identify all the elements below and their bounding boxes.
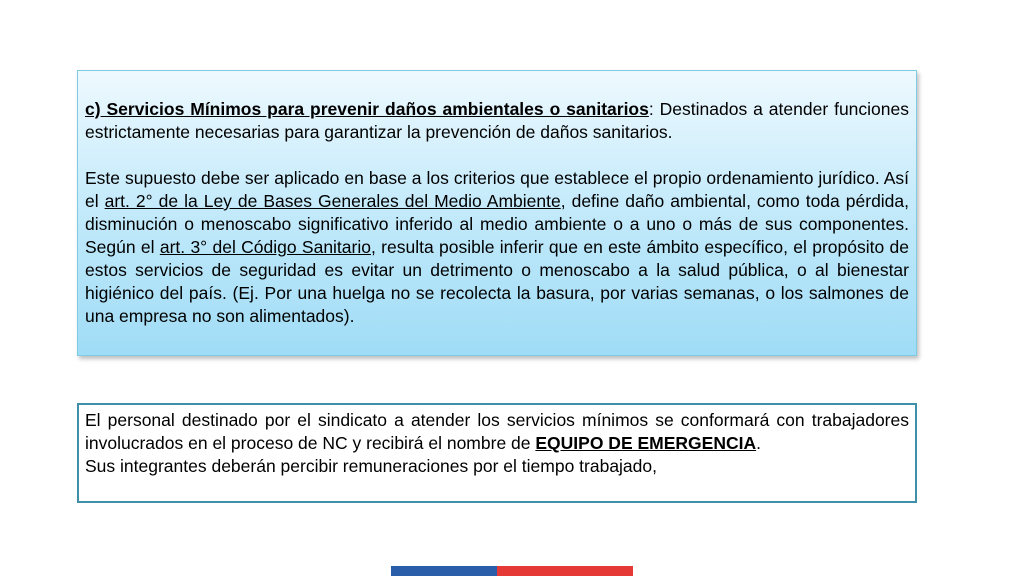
environment-law-reference: art. 2° de la Ley de Bases Generales del Medio Ambiente (104, 191, 561, 211)
section-c-description: Destinados a atender funciones estrictamente necesarias para garantizar la prevención de daños sanitarios. (85, 99, 909, 142)
footer-blue-bar (391, 566, 497, 576)
sanitary-code-reference: art. 3° del Código Sanitario (159, 237, 371, 257)
section-c-heading: c) Servicios Mínimos para prevenir daños ambientales o sanitarios (85, 99, 649, 119)
emergency-team-box (77, 403, 917, 503)
footer-red-bar (497, 566, 633, 576)
emergency-team-term: EQUIPO DE EMERGENCIA (535, 433, 757, 453)
emergency-team-paragraph (85, 409, 909, 455)
remuneration-paragraph: Sus integrantes deberán percibir remuneraciones por el tiempo trabajado, (85, 456, 657, 476)
emergency-text-period: . (756, 433, 761, 453)
heading-colon: : (648, 99, 654, 119)
legal-basis-paragraph (85, 167, 909, 328)
emergency-text-1: El personal destinado por el sindicato a atender los servicios mínimos se conformará con trabajadores involucrados en el proceso de NC y recibirá el nombre de (85, 410, 909, 453)
minimum-services-box (77, 70, 917, 356)
legal-text-1: Este supuesto debe ser aplicado en base a los criterios que establece el propio ordenamiento jurídico. Así el (85, 168, 909, 211)
legal-text-2: , define daño ambiental, como toda pérdida, disminución o menoscabo significativo inferido al medio ambiente o a uno o más de sus componentes. Según el (85, 191, 910, 257)
legal-text-3: , resulta posible inferir que en este ámbito específico, el propósito de estos servicios de seguridad es evitar un detrimento o menoscabo a la salud pública, o al bienestar higiénico del país. (Ej. Por una huelga no se recolecta la basura, por varias semanas, o los salmones de una empresa no son alimentados). (85, 237, 909, 326)
section-c-paragraph (85, 98, 909, 144)
